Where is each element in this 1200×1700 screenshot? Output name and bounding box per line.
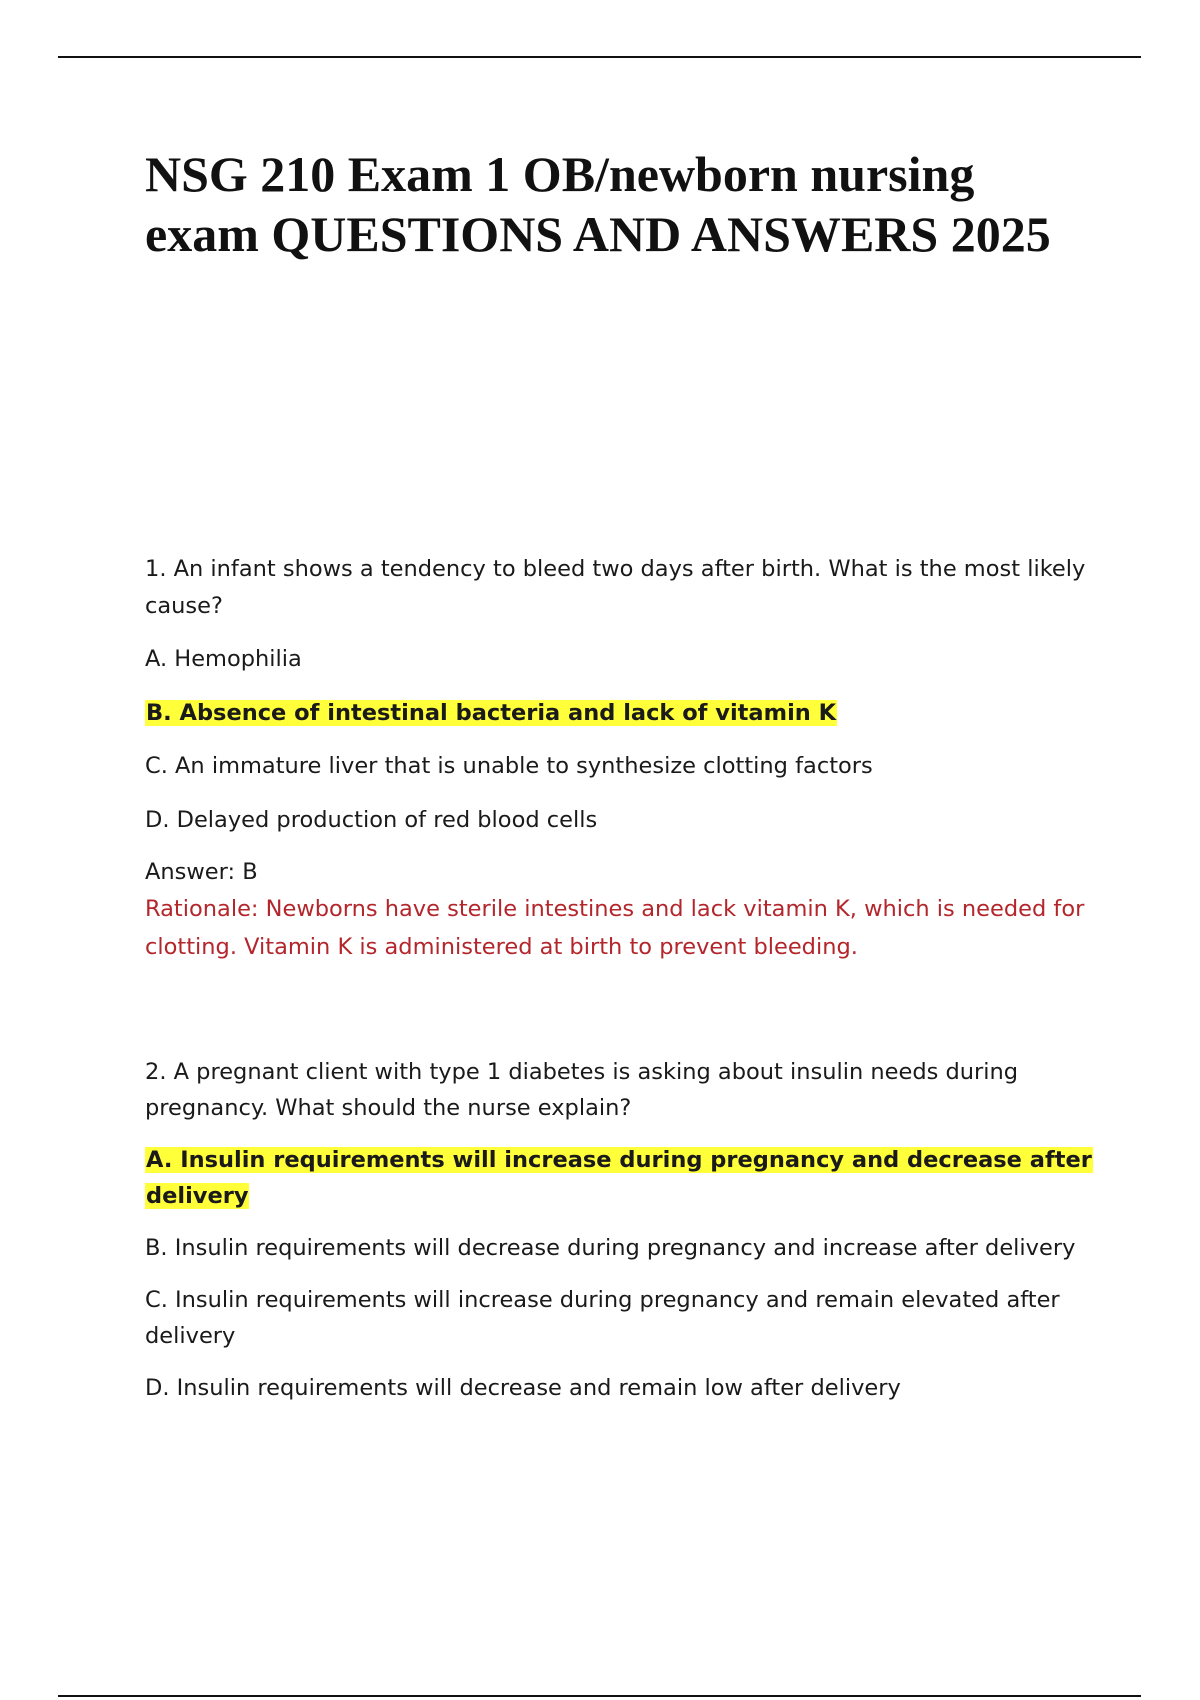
question-1 [145, 551, 1095, 966]
option-text: D. Insulin requirements will decrease and remain low after delivery [145, 1375, 901, 1401]
highlighted-correct-option: A. Insulin requirements will increase during pregnancy and decrease after delivery [146, 1147, 1092, 1209]
option-text: D. Delayed production of red blood cells [145, 807, 598, 833]
option-text: A. Hemophilia [145, 646, 302, 672]
option-text: C. Insulin requirements will increase during pregnancy and remain elevated after delivery [145, 1287, 1060, 1349]
answer-option-b [145, 1230, 1095, 1266]
answer-option-d [145, 1370, 1095, 1406]
answer-option-a [145, 1142, 1095, 1214]
answer-option-c [145, 1282, 1095, 1354]
answer-option-a [145, 641, 1095, 677]
document-title: NSG 210 Exam 1 OB/newborn nursing exam QUESTIONS AND ANSWERS 2025 [145, 146, 1051, 262]
question-stem: 2. A pregnant client with type 1 diabetes is asking about insulin needs during pregnancy. What should the nurse explain? [145, 1059, 1019, 1121]
header-rule [58, 56, 1141, 58]
answer-option-c [145, 748, 1095, 784]
question-2 [145, 1054, 1095, 1406]
answer-key: Answer: B [145, 859, 258, 885]
highlighted-correct-option: B. Absence of intestinal bacteria and lack of vitamin K [146, 700, 837, 726]
footer-rule [58, 1695, 1141, 1697]
answer-option-d [145, 802, 1095, 838]
rationale-text: Rationale: Newborns have sterile intestines and lack vitamin K, which is needed for clotting. Vitamin K is administered at birth to prevent bleeding. [145, 896, 1085, 960]
option-text: C. An immature liver that is unable to synthesize clotting factors [145, 753, 873, 779]
question-stem: 1. An infant shows a tendency to bleed two days after birth. What is the most likely cause? [145, 556, 1086, 619]
answer-option-b [145, 695, 1095, 731]
option-text: B. Insulin requirements will decrease during pregnancy and increase after delivery [145, 1235, 1076, 1261]
